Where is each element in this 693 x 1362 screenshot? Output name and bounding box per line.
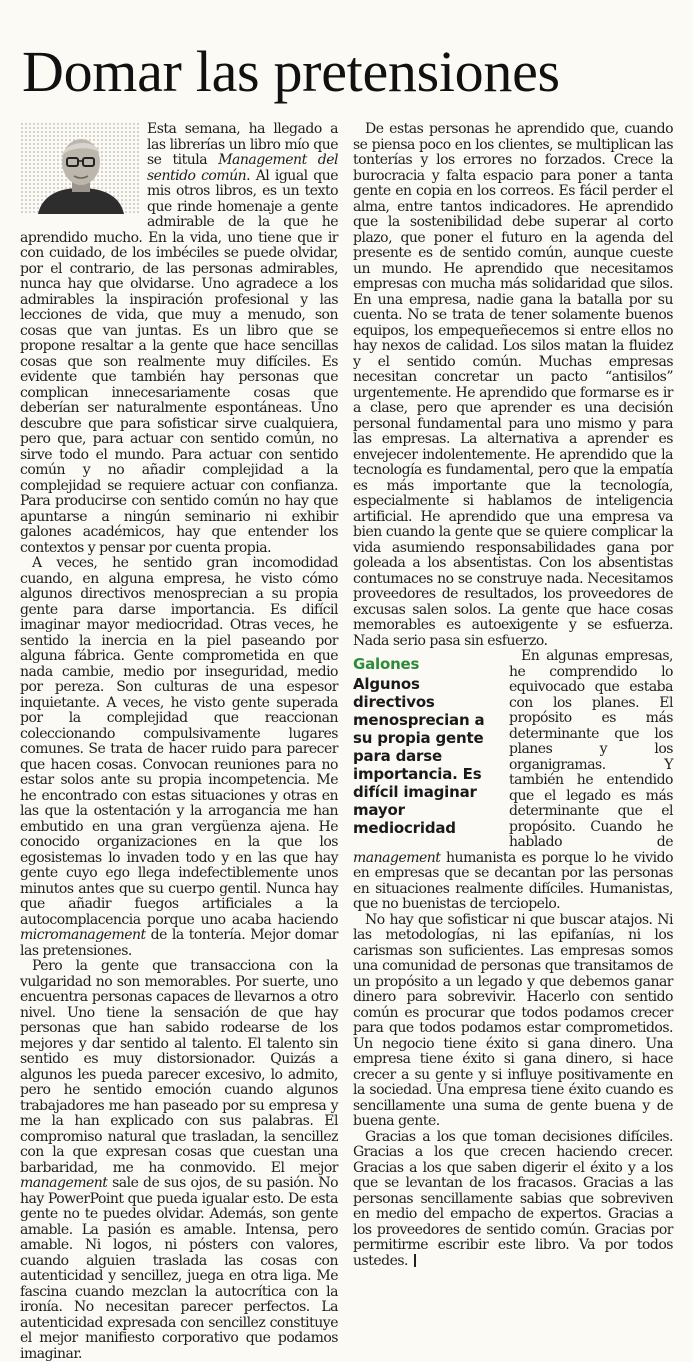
paragraph-6: No hay que sofisticar ni que buscar atajos. Ni las metodologías, ni las epifanías, ni los carismas son suficientes. Las empresas somos una comunidad de personas que transitamos de un propósito a un legado y que debemos ganar dinero para sobrevivir. Hacerlo con sentido común es procurar que todos podamos crecer para que todos podamos estar comprometidos. Un negocio tiene éxito si gana dinero. Una empresa tiene éxito si gana dinero, si hace crecer a su gente y si influye positivamente en la sociedad. Una empresa tiene éxito cuando es sencillamente una suma de gente buena y de buena gente. xyxy=(353,911,673,1129)
paragraph-4: De estas personas he aprendido que, cuando se piensa poco en los clientes, se multiplican las tonterías y los errores no forzados. Crece la burocracia y falta espacio para poner a tanta gente en copia en los correos. Es fácil perder el alma, entre tantos indicadores. He aprendido que la sostenibilidad debe superar al corto plazo, que poner el futuro en la agenda del presente es de sentido común, aunque cueste un mundo. He aprendido que necesitamos empresas con mucha más solidaridad que silos. En una empresa, nadie gana la batalla por su cuenta. No se trata de tener solamente buenos equipos, los empequeñecemos si entre ellos no hay nexos de calidad. Los silos matan la fluidez y el sentido común. Muchas empresas necesitan concretar un pacto “antisilos” urgentemente. He aprendido que formarse es ir a clase, pero que aprender es una decisión personal fundamental para uno mismo y para las empresas. La alternativa a aprender es envejecer indolentemente. He aprendido que la tecnología es fundamental, pero que la empatía es más importante que la tecnología, especialmente si hablamos de inteligencia artificial. He aprendido que una empresa va bien cuando la gente que se quiere complicar la vida asumiendo responsabilidades gana por goleada a los absentistas. Con los absentistas contumaces no se construye nada. Necesitamos proveedores de resultados, los proveedores de excusas salen solos. La gente que hace cosas memorables es autoexigente y se esfuerza. Nada serio pasa sin esfuerzo. xyxy=(353,121,673,649)
pull-quote-text: Algunos directivos menosprecian a su propia gente para darse importancia. Es difícil imaginar mayor mediocridad xyxy=(353,675,485,837)
end-mark xyxy=(414,1254,416,1267)
author-portrait xyxy=(20,122,140,214)
author-portrait-image xyxy=(20,122,140,214)
article-column-left xyxy=(20,122,338,1362)
paragraph-7: Gracias a los que toman decisiones difíciles. Gracias a los que crecen haciendo crecer. Gracias a los que saben digerir el éxito y a los que se levantan de los fracasos. Gracias a las personas sencillamente sabias que sobreviven en medio del empacho de expertos. Gracias a los proveedores de sentido común. Gracias por permitirme escribir este libro. Va por todos ustedes. xyxy=(353,1128,673,1269)
paragraph-1: Esta semana, ha llegado a las librerías un libro mío que se titula Management del sentido común. Al igual que mis otros libros, es un texto que rinde homenaje a gente admirable de la que he aprendido mucho. En la vida, uno tiene que ir con cuidado, de los imbéciles se puede olvidar, por el contrario, de las personas admirables, nunca hay que olvidarse. Uno agradece a los admirables la inspiración profesional y las lecciones de vida, que muy a menudo, son cosas que van juntas. Es un libro que se propone resaltar a la gente que hace sencillas cosas que son realmente muy difíciles. Es evidente que también hay personas que complican innecesariamente cosas que deberían ser naturalmente espontáneas. Uno descubre que para sofisticar sirve cualquiera, pero que, para actuar con sentido común, no sirve todo el mundo. Para actuar con sentido común y no añadir complejidad a la complejidad se requiere actuar con confianza. Para producirse con sentido común no hay que apuntarse a ningún seminario ni exhibir galones académicos, hay que entender los contextos y pensar por cuenta propia. xyxy=(20,121,338,556)
article-title: Domar las pretensiones xyxy=(22,39,560,104)
paragraph-2: A veces, he sentido gran incomodidad cuando, en alguna empresa, he visto cómo algunos directivos menosprecian a su propia gente para darse importancia. Es difícil imaginar mayor mediocridad. Otras veces, he sentido la inercia en la piel paseando por alguna fábrica. Gente comprometida en que nada cambie, medio por inseguridad, medio por pereza. Son culturas de una espesor inquietante. A veces, he visto gente superada por la complejidad que reaccionan coleccionando compulsivamente lugares comunes. Se trata de hacer ruido para parecer que hacen cosas. Convocan reuniones para no estar solos ante su propia incompetencia. Me he encontrado con estas situaciones y otras en las que la ostentación y la arrogancia me han embutido en una gran vergüenza ajena. He conocido organizaciones en la que los egosistemas lo invaden todo y en las que hay gente cuyo ego llega indefectiblemente unos minutos antes que su cuerpo gentil. Nunca hay que añadir fuegos artificiales a la autocomplacencia porque uno acaba haciendo micromanagement de la tontería. Mejor domar las pretensiones. xyxy=(20,555,338,959)
pull-quote-kicker: Galones xyxy=(353,655,420,673)
paragraph-5: En algunas empresas, he comprendido lo equivocado que estaba con los planes. El propósito es más determinante que los planes y los organigramas. Y también he entendido que el legado es más determinante que el propósito. Cuando he hablado de management humanista es porque lo he vivido en empresas que se decantan por las personas en situaciones realmente difíciles. Humanistas, que no buenistas de terciopelo. xyxy=(353,648,673,912)
book-title: Management del sentido común xyxy=(147,152,338,184)
pull-quote xyxy=(353,655,499,837)
article-column-right xyxy=(353,122,673,1269)
paragraph-3: Pero la gente que transacciona con la vulgaridad no son memorables. Por suerte, uno encuentra personas capaces de llevarnos a otro nivel. Uno tiene la sensación de que hay personas que han sabido rodearse de los mejores y dar sentido al talento. El talento sin sentido es muy distorsionador. Quizás a algunos les pueda parecer excesivo, lo admito, pero he sentido emoción cuando algunos trabajadores me han paseado por su empresa y me la han explicado con sus palabras. El compromiso natural que trasladan, la sencillez con la que expresan cosas que cuestan una barbaridad, me ha conmovido. El mejor management sale de sus ojos, de su pasión. No hay PowerPoint que pueda igualar esto. De esta gente no te puedes olvidar. Además, son gente amable. La pasión es amable. Intensa, pero amable. Ni logos, ni pósters con valores, cuando alguien traslada las cosas con autenticidad y sencillez, juega en otra liga. Me fascina cuando mezclan la autocrítica con la ironía. No necesitan parecer perfectos. La autenticidad expresada con sencillez constituye el mejor manifiesto corporativo que podamos imaginar. xyxy=(20,958,338,1362)
